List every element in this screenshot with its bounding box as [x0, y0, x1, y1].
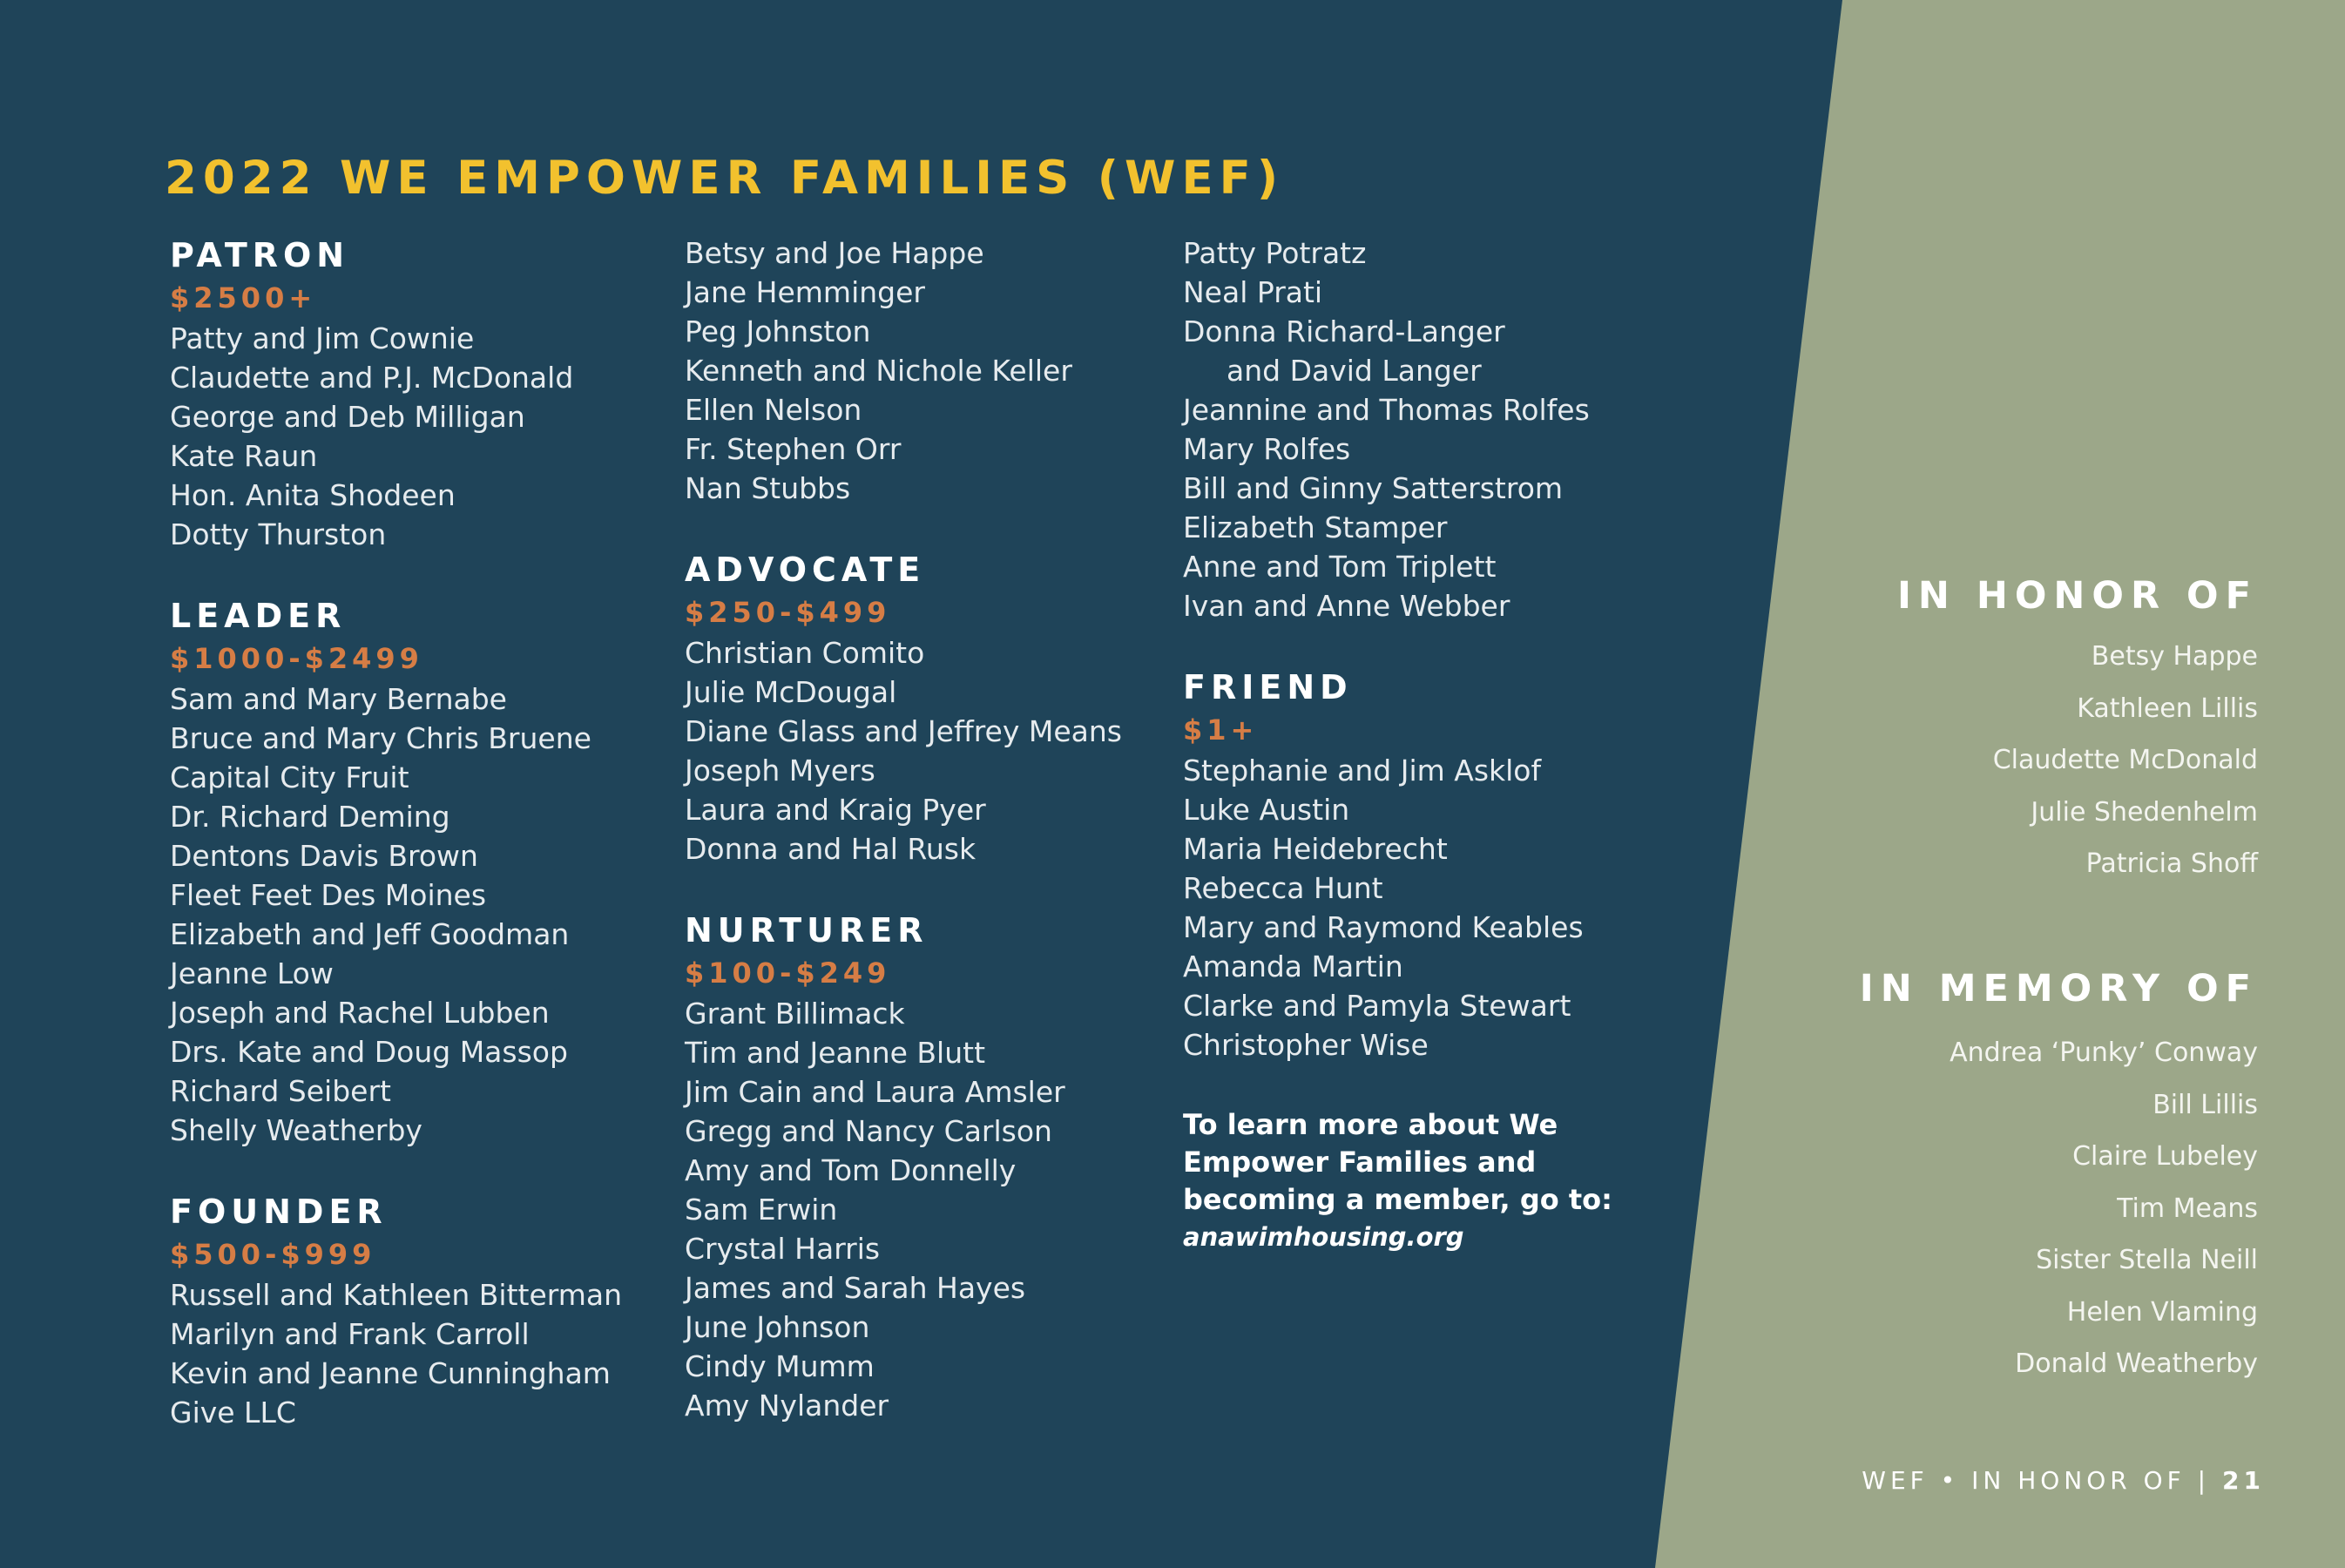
donor-column-3 — [1183, 233, 1612, 1256]
member-list — [685, 994, 1122, 1425]
member-name: Mary and Raymond Keables — [1183, 910, 1584, 944]
member-name: Bruce and Mary Chris Bruene — [170, 721, 591, 755]
member-name: Donna Richard-Langer — [1183, 314, 1505, 348]
member-list — [1183, 751, 1612, 1064]
honoree-name: Betsy Happe — [2091, 641, 2258, 672]
member-name: Mary Rolfes — [1183, 432, 1351, 466]
member-list — [685, 633, 1122, 868]
honoree-name: Patricia Shoff — [2085, 848, 2258, 879]
member-name: Patty Potratz — [1183, 236, 1367, 270]
member-name: Kevin and Jeanne Cunningham — [170, 1356, 611, 1390]
member-name: Crystal Harris — [685, 1232, 881, 1266]
level-amount-range: $1+ — [1183, 713, 1259, 747]
member-name: Jeanne Low — [170, 956, 334, 990]
website-link[interactable]: anawimhousing.org — [1183, 1222, 1464, 1252]
member-name: Capital City Fruit — [170, 760, 409, 794]
page-footer — [1862, 1466, 2265, 1495]
level-amount-range: $2500+ — [170, 281, 317, 314]
member-name: Elizabeth Stamper — [1183, 510, 1448, 544]
level-heading: ADVOCATE — [685, 551, 926, 589]
member-name: Anne and Tom Triplett — [1183, 550, 1497, 584]
memorial-name: Helen Vlaming — [2066, 1296, 2258, 1328]
level-advocate — [685, 548, 1122, 868]
member-name: Julie McDougal — [685, 675, 897, 709]
in-memory-heading: IN MEMORY OF — [1859, 967, 2258, 1010]
member-name: George and Deb Milligan — [170, 400, 525, 434]
level-heading: FOUNDER — [170, 1193, 388, 1231]
member-list — [170, 1275, 622, 1432]
member-name: Cindy Mumm — [685, 1349, 875, 1383]
honoree-name: Claudette McDonald — [1992, 745, 2258, 775]
member-name: Grant Billimack — [685, 997, 905, 1031]
member-name: Amanda Martin — [1183, 950, 1403, 983]
learn-more-text: Empower Families and — [1183, 1146, 1537, 1179]
member-name: Laura and Kraig Pyer — [685, 793, 986, 827]
learn-more-text: To learn more about We — [1183, 1108, 1558, 1141]
member-name: Dentons Davis Brown — [170, 839, 478, 873]
member-name: Kate Raun — [170, 439, 318, 473]
level-heading: LEADER — [170, 597, 347, 635]
member-list-continued — [1183, 233, 1612, 625]
memorial-name: Donald Weatherby — [2015, 1348, 2258, 1379]
member-name: Dr. Richard Deming — [170, 800, 450, 834]
member-list-continued — [685, 233, 1122, 508]
level-nurturer — [685, 909, 1122, 1425]
level-amount-range: $250-$499 — [685, 596, 891, 629]
level-heading: NURTURER — [685, 911, 929, 950]
member-name: Ellen Nelson — [685, 393, 862, 427]
member-name: Maria Heidebrecht — [1183, 832, 1448, 866]
honoree-name: Julie Shedenhelm — [2031, 796, 2258, 828]
in-honor-section — [1897, 570, 2258, 890]
member-name: Clarke and Pamyla Stewart — [1183, 989, 1571, 1023]
member-name: Luke Austin — [1183, 793, 1350, 827]
member-name: Gregg and Nancy Carlson — [685, 1114, 1052, 1148]
member-name: Dotty Thurston — [170, 517, 387, 551]
member-name: Jane Hemminger — [685, 275, 925, 309]
member-name: James and Sarah Hayes — [685, 1271, 1026, 1305]
member-name: Joseph and Rachel Lubben — [170, 996, 550, 1030]
member-name: Ivan and Anne Webber — [1183, 589, 1510, 623]
learn-more-callout — [1183, 1106, 1612, 1256]
level-heading: PATRON — [170, 236, 350, 274]
level-patron — [170, 233, 622, 554]
member-name: Hon. Anita Shodeen — [170, 478, 456, 512]
member-name: Betsy and Joe Happe — [685, 236, 984, 270]
member-name: Patty and Jim Cownie — [170, 321, 475, 355]
level-amount-range: $100-$249 — [685, 956, 891, 990]
in-memory-section — [1860, 963, 2258, 1390]
member-name: Joseph Myers — [685, 754, 875, 787]
footer-section-label: WEF • IN HONOR OF | — [1862, 1466, 2211, 1495]
member-name: Tim and Jeanne Blutt — [685, 1036, 986, 1070]
memorial-name: Sister Stella Neill — [2036, 1245, 2258, 1275]
level-friend — [1183, 666, 1612, 1064]
member-name: Rebecca Hunt — [1183, 871, 1383, 905]
member-name: Sam and Mary Bernabe — [170, 682, 507, 716]
honoree-list — [1897, 631, 2258, 890]
level-amount-range: $1000-$2499 — [170, 642, 423, 675]
member-name: and David Langer — [1227, 354, 1482, 388]
memorial-list — [1860, 1027, 2258, 1390]
member-name: Christopher Wise — [1183, 1028, 1429, 1062]
member-name: Amy Nylander — [685, 1389, 889, 1423]
member-name: Russell and Kathleen Bitterman — [170, 1278, 623, 1312]
member-name: Elizabeth and Jeff Goodman — [170, 917, 570, 951]
member-name: Kenneth and Nichole Keller — [685, 354, 1072, 388]
learn-more-text: becoming a member, go to: — [1183, 1183, 1612, 1216]
member-name: June Johnson — [685, 1310, 870, 1344]
member-name: Richard Seibert — [170, 1074, 391, 1108]
member-name: Fr. Stephen Orr — [685, 432, 902, 466]
donor-column-2 — [685, 233, 1122, 1425]
member-name: Nan Stubbs — [685, 471, 851, 505]
page-number: 21 — [2222, 1466, 2265, 1495]
level-founder — [170, 1190, 622, 1432]
memorial-name: Claire Lubeley — [2072, 1141, 2258, 1172]
member-name: Amy and Tom Donnelly — [685, 1153, 1017, 1187]
member-name: Peg Johnston — [685, 314, 871, 348]
memorial-name: Andrea ‘Punky’ Conway — [1950, 1037, 2258, 1068]
member-name: Diane Glass and Jeffrey Means — [685, 714, 1122, 748]
member-name: Neal Prati — [1183, 275, 1323, 309]
member-name: Stephanie and Jim Asklof — [1183, 754, 1542, 787]
level-heading: FRIEND — [1183, 668, 1353, 706]
member-name: Give LLC — [170, 1396, 296, 1429]
member-name: Sam Erwin — [685, 1193, 838, 1227]
member-name: Jeannine and Thomas Rolfes — [1183, 393, 1590, 427]
memorial-name: Tim Means — [2117, 1193, 2258, 1224]
member-name: Donna and Hal Rusk — [685, 832, 977, 866]
member-name: Claudette and P.J. McDonald — [170, 361, 574, 395]
member-name: Fleet Feet Des Moines — [170, 878, 487, 912]
page-title: 2022 WE EMPOWER FAMILIES (WEF) — [165, 152, 1285, 205]
member-name: Christian Comito — [685, 636, 925, 670]
member-name: Drs. Kate and Doug Massop — [170, 1035, 568, 1069]
donor-column-1 — [170, 233, 622, 1432]
member-name: Jim Cain and Laura Amsler — [685, 1075, 1065, 1109]
member-list — [170, 679, 622, 1150]
member-name: Marilyn and Frank Carroll — [170, 1317, 530, 1351]
member-list — [170, 319, 622, 554]
member-name: Shelly Weatherby — [170, 1113, 422, 1147]
honoree-name: Kathleen Lillis — [2077, 693, 2258, 724]
level-amount-range: $500-$999 — [170, 1238, 376, 1271]
level-leader — [170, 594, 622, 1150]
member-name: Bill and Ginny Satterstrom — [1183, 471, 1564, 505]
memorial-name: Bill Lillis — [2152, 1089, 2258, 1120]
in-honor-heading: IN HONOR OF — [1896, 574, 2258, 618]
